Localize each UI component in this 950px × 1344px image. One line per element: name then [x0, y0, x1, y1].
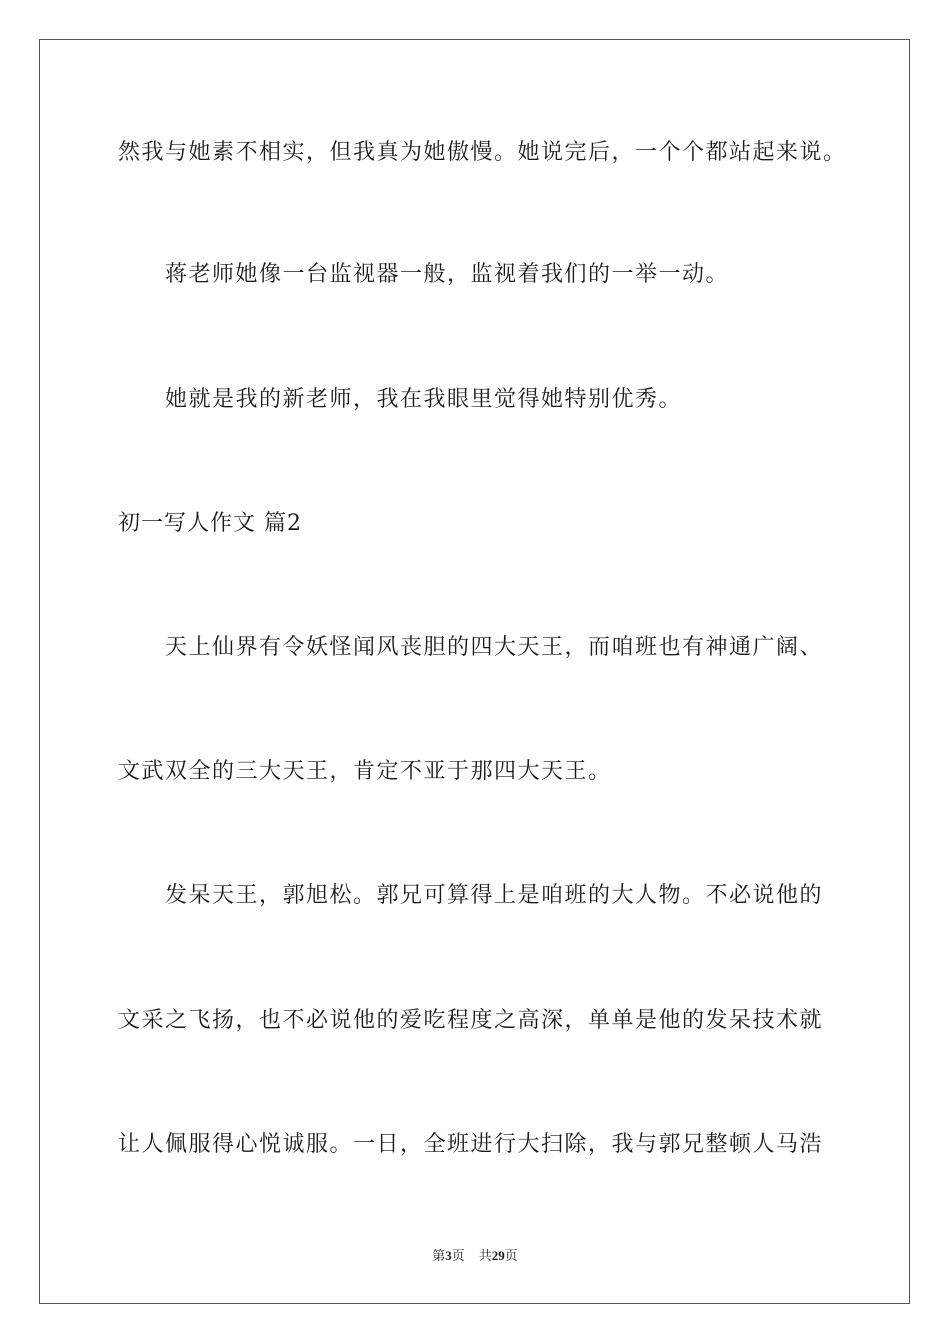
footer-prefix: 第: [432, 1249, 446, 1264]
paragraph-line-5: 天上仙界有令妖怪闻风丧胆的四大天王，而咱班也有神通广阔、: [165, 635, 824, 660]
page-border: [39, 39, 910, 1304]
paragraph-line-9: 让人佩服得心悦诚服。一日，全班进行大扫除，我与郭兄整顿人马浩: [118, 1132, 824, 1157]
paragraph-line-8: 文采之飞扬，也不必说他的爱吃程度之高深，单单是他的发呆技术就: [118, 1008, 824, 1033]
paragraph-line-6: 文武双全的三大天王，肯定不亚于那四大天王。: [118, 759, 612, 784]
paragraph-line-3: 她就是我的新老师，我在我眼里觉得她特别优秀。: [165, 387, 683, 412]
paragraph-line-2: 蒋老师她像一台监视器一般，监视着我们的一举一动。: [165, 262, 730, 287]
footer-total-pages: 29: [491, 1248, 505, 1263]
paragraph-line-7: 发呆天王，郭旭松。郭兄可算得上是咱班的大人物。不必说他的: [165, 883, 824, 908]
footer-page-suffix: 页: [451, 1249, 465, 1264]
footer-page-number: 3: [445, 1248, 452, 1263]
section-heading: 初一写人作文 篇2: [118, 511, 302, 536]
footer-total-suffix: 页: [504, 1249, 518, 1264]
footer-total-prefix: 共: [478, 1249, 492, 1264]
paragraph-line-1: 然我与她素不相实，但我真为她傲慢。她说完后，一个个都站起来说。: [118, 140, 847, 165]
page-footer: [0, 1248, 950, 1265]
